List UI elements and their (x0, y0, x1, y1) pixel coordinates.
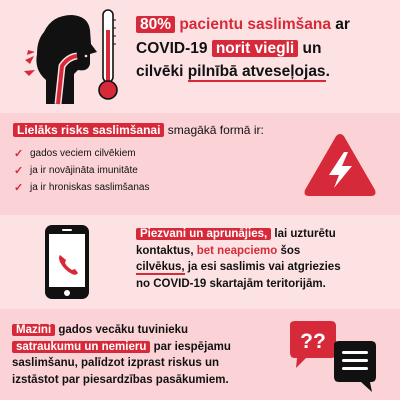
headline-word-un: un (302, 39, 322, 57)
reduce-highlight: Mazini (12, 324, 55, 336)
call-text (136, 226, 398, 292)
mobile-phone-call-icon (43, 223, 91, 301)
call-text-2: kontaktus, (136, 244, 194, 257)
call-text-3: ja esi saslimis vai atgriezies (187, 261, 341, 273)
reassure-text-3: saslimšanu, palīdzot izprast riskus un (12, 357, 220, 369)
list-item (14, 145, 150, 162)
risk-title-highlight: Lielāks risks saslimšanai (13, 123, 164, 137)
recover-highlight: pilnībā atveseļojas (187, 63, 326, 80)
stats-panel (0, 0, 400, 113)
check-icon: ✓ (14, 165, 24, 177)
risk-heading (13, 122, 264, 138)
call-text-1: lai uzturētu (274, 228, 336, 240)
risk-panel (0, 113, 400, 215)
risk-item-label: gados veciem cilvēkiem (30, 148, 136, 159)
no-visit-highlight: bet neapciemo (196, 244, 278, 257)
mild-highlight: norit viegli (212, 40, 298, 57)
question-chat-bubbles-icon (286, 319, 380, 395)
people-underline: cilvēkus, (136, 261, 185, 273)
warning-lightning-icon (302, 130, 378, 200)
percent-highlight: 80% (136, 16, 175, 33)
headline-people: cilvēki (136, 63, 184, 80)
list-item (14, 179, 150, 196)
risk-item-label: ja ir hroniskas saslimšanas (30, 182, 150, 193)
risk-item-label: ja ir novājināta imunitāte (30, 165, 138, 176)
headline-word-ar: ar (335, 16, 350, 33)
headline-patients: pacientu saslimšana (179, 16, 331, 33)
reassure-text-2: par iespējamu (153, 340, 231, 353)
headline-covid: COVID-19 (136, 39, 208, 57)
call-text-4: no COVID-19 skartajām teritorijām. (136, 277, 326, 290)
reassure-text-1: gados vecāku tuvinieku (58, 324, 189, 336)
call-text-2b: šos (280, 244, 301, 257)
question-marks-text: ?? (300, 330, 326, 353)
reassure-text (12, 322, 282, 388)
risk-list (14, 145, 150, 196)
reassure-panel (0, 309, 400, 400)
call-highlight: Piezvani un aprunājies, (136, 228, 271, 240)
risk-title-rest: smagākā formā ir: (167, 123, 264, 137)
check-icon: ✓ (14, 182, 24, 194)
anxiety-highlight: satraukumu un nemieru (12, 341, 150, 353)
headline (136, 13, 394, 84)
headline-period: . (325, 63, 330, 80)
fever-face-thermometer-icon (22, 8, 122, 108)
call-panel (0, 215, 400, 309)
check-icon: ✓ (14, 148, 24, 160)
list-item (14, 162, 150, 179)
reassure-text-4: izstāstot par piesardzības pasākumiem. (12, 373, 229, 386)
